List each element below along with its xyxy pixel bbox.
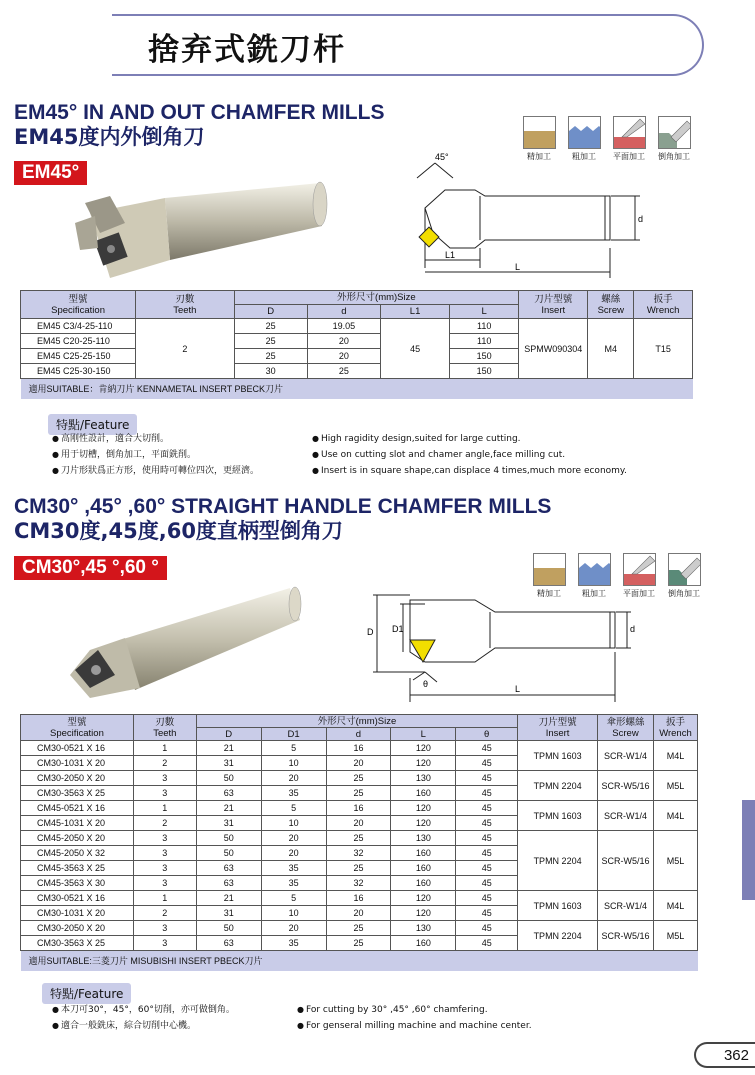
cell-teeth: 2 — [133, 756, 196, 771]
cell-model: CM45-0521 X 16 — [21, 801, 134, 816]
section1-features-en — [312, 431, 627, 479]
diagram-angle-label: 45° — [435, 152, 449, 162]
finishing-icon — [533, 553, 566, 586]
cell-theta: 45 — [456, 906, 518, 921]
wrench-cell: T15 — [634, 319, 693, 379]
roughing-icon — [578, 553, 611, 586]
cm-spec-table: 型號 Specification 刃數 Teeth 外形尺寸(mm)Size 刀片型號 Insert 傘形螺絲 Screw 扳手 Wrench D D1 d L θ CM30-0521 X 16 1 21 5 16 120 45 TPMN 1603 SCR-W1/4 M4L CM30-1031 X 20 2 31 10 20 120 45 CM30-2050 X 20 3 50 20 25 130 45 TPMN 2204 SCR-W5/16 M5L CM30-3563 X 25 3 63 35 25 160 45 CM45-0521 X 16 1 21 5 16 120 45 TPMN 1603 SCR-W1/4 M4L CM45-1031 X 20 2 31 10 20 120 45 CM45-2050 X 20 3 50 20 25 130 45 TPMN 2204 SCR-W5/16 M5L CM45-2050 X 32 3 50 20 32 160 45 CM45-3563 X 25 3 63 35 25 160 45 CM45-3563 X 30 3 63 35 32 160 45 CM30-0521 X 16 1 21 5 16 120 45 TPMN 1603 SCR-W1/4 M4L CM30-1031 X 20 2 31 10 20 120 45 CM30-2050 X 20 3 50 20 25 130 45 TPMN 2204 SCR-W5/16 M5L CM30-3563 X 25 3 63 35 25 160 45 適用SUITABLE:三菱刀片 MISUBISHI INSERT PBECK刀片 — [20, 714, 698, 971]
feature-item: ● High ragidity design,suited for large cutting. — [312, 431, 627, 447]
cell-model: CM30-3563 X 25 — [21, 936, 134, 951]
cell-insert: TPMN 2204 — [518, 921, 598, 951]
section1-badge: EM45° — [14, 161, 87, 185]
section2-title-en: CM30° ,45° ,60° STRAIGHT HANDLE CHAMFER MILLS — [14, 495, 552, 518]
cell-teeth: 3 — [133, 876, 196, 891]
cell-teeth: 3 — [133, 831, 196, 846]
cell-D: 63 — [196, 936, 261, 951]
chamfer-icon — [668, 553, 701, 586]
section1-title-en: EM45° IN AND OUT CHAMFER MILLS — [14, 101, 385, 124]
cell-d: 32 — [326, 876, 391, 891]
cell-d: 20 — [326, 906, 391, 921]
cell-screw: SCR-W1/4 — [598, 891, 654, 921]
cell-theta: 45 — [456, 891, 518, 906]
cell-L: 120 — [391, 816, 456, 831]
col-size: 外形尺寸(mm)Size — [234, 291, 519, 305]
cell-D1: 10 — [261, 816, 326, 831]
table-row — [21, 921, 698, 936]
col-L: L — [450, 305, 519, 319]
chamfer-icon-box — [666, 553, 702, 599]
cell-insert: TPMN 1603 — [518, 891, 598, 921]
cell-D1: 35 — [261, 876, 326, 891]
cell-L: 160 — [391, 786, 456, 801]
cell-D: 50 — [196, 771, 261, 786]
feature-item: ● 刀片形狀爲正方形，使用時可轉位四次，更經濟。 — [52, 463, 259, 479]
diagram-L-label: L — [515, 684, 521, 694]
feature-item: ● For genseral milling machine and machine center. — [297, 1018, 532, 1034]
diagram-d-label: d — [638, 214, 644, 224]
cell-teeth: 3 — [133, 771, 196, 786]
col-teeth: 刃數 Teeth — [136, 291, 234, 319]
cm-drawing — [365, 590, 650, 705]
cell-wrench: M4L — [653, 891, 697, 921]
cell-theta: 45 — [456, 816, 518, 831]
cell-D: 63 — [196, 861, 261, 876]
cell-teeth: 3 — [133, 786, 196, 801]
cell-theta: 45 — [456, 756, 518, 771]
insert-cell: SPMW090304 — [519, 319, 588, 379]
l1-cell: 45 — [381, 319, 450, 379]
cell-L: 120 — [391, 891, 456, 906]
cell-D1: 5 — [261, 801, 326, 816]
cell-wrench: M5L — [653, 921, 697, 951]
cell-D1: 35 — [261, 861, 326, 876]
side-tab — [742, 800, 755, 900]
cell-wrench: M4L — [653, 801, 697, 831]
cell-D: 50 — [196, 846, 261, 861]
cell-teeth: 3 — [133, 921, 196, 936]
section2-title-cn: CM30度,45度,60度直柄型倒角刀 — [14, 519, 343, 543]
cm-tool-photo — [60, 580, 310, 705]
cell-d: 25 — [326, 921, 391, 936]
diagram-theta-label: θ — [423, 679, 429, 689]
cell-screw: SCR-W5/16 — [598, 831, 654, 891]
suitable-note: 適用SUITABLE：肯納刀片 KENNAMETAL INSERT PBECK刀片 — [21, 379, 693, 399]
cell-L: 130 — [391, 831, 456, 846]
cell-D1: 20 — [261, 771, 326, 786]
col-screw: 螺絲 Screw — [588, 291, 634, 319]
cell-D: 21 — [196, 741, 261, 756]
cell-teeth: 1 — [133, 741, 196, 756]
section1-title — [14, 100, 384, 150]
cell-theta: 45 — [456, 846, 518, 861]
cell-theta: 45 — [456, 876, 518, 891]
cell-teeth: 3 — [133, 846, 196, 861]
cell-model: CM30-2050 X 20 — [21, 771, 134, 786]
col-D: D — [234, 305, 307, 319]
roughing-icon — [568, 116, 601, 149]
diagram-l-label: L — [515, 262, 521, 272]
cell-model: CM30-1031 X 20 — [21, 906, 134, 921]
cell-model: CM30-1031 X 20 — [21, 756, 134, 771]
cell-L: 120 — [391, 906, 456, 921]
cell-D: 50 — [196, 921, 261, 936]
suitable-note: 適用SUITABLE:三菱刀片 MISUBISHI INSERT PBECK刀片 — [21, 951, 698, 971]
diagram-D1-label: D1 — [392, 624, 404, 634]
cell-d: 32 — [326, 846, 391, 861]
diagram-d-label: d — [630, 624, 636, 634]
cell-insert: TPMN 2204 — [518, 831, 598, 891]
cell-theta: 45 — [456, 861, 518, 876]
page-title: 捨弃式銑刀杆 — [148, 32, 346, 68]
cell-L: 160 — [391, 846, 456, 861]
cell-theta: 45 — [456, 786, 518, 801]
feature-item: ● Use on cutting slot and chamer angle,face milling cut. — [312, 447, 627, 463]
diagram-l1-label: L1 — [445, 250, 456, 260]
cell-d: 25 — [326, 861, 391, 876]
feature-item: ● 適合一般銑床，綜合切削中心機。 — [52, 1018, 235, 1034]
cell-screw: SCR-W1/4 — [598, 741, 654, 771]
section1-feature-label: 特點/Feature — [48, 414, 137, 435]
cell-L: 130 — [391, 921, 456, 936]
chamfer-icon — [658, 116, 691, 149]
icon-caption: 平面加工 — [613, 152, 645, 161]
feature-item: ● 高刚性設計，適合大切削。 — [52, 431, 259, 447]
cell-D: 31 — [196, 906, 261, 921]
feature-item: ● For cutting by 30° ,45° ,60° chamfering. — [297, 1002, 532, 1018]
cell-model: CM45-3563 X 25 — [21, 861, 134, 876]
table-row — [21, 801, 698, 816]
cell-theta: 45 — [456, 921, 518, 936]
cell-model: CM45-2050 X 20 — [21, 831, 134, 846]
cell-D: 21 — [196, 801, 261, 816]
cell-D1: 35 — [261, 786, 326, 801]
table-row: EM45 C20-25-110 25 20 110 — [21, 334, 693, 349]
cell-screw: SCR-W1/4 — [598, 801, 654, 831]
cell-teeth: 2 — [133, 816, 196, 831]
cell-screw: SCR-W5/16 — [598, 771, 654, 801]
icon-caption: 倒角加工 — [658, 152, 690, 161]
cell-d: 16 — [326, 801, 391, 816]
cell-L: 130 — [391, 771, 456, 786]
cell-wrench: M4L — [653, 741, 697, 771]
section2-feature-label: 特點/Feature — [42, 983, 131, 1004]
diagram-D-label: D — [367, 627, 374, 637]
icon-caption: 粗加工 — [572, 152, 596, 161]
cell-D1: 35 — [261, 936, 326, 951]
cell-D: 63 — [196, 786, 261, 801]
col-wrench: 扳手 Wrench — [634, 291, 693, 319]
cell-model: CM45-1031 X 20 — [21, 816, 134, 831]
cell-theta: 45 — [456, 801, 518, 816]
screw-cell: M4 — [588, 319, 634, 379]
cell-wrench: M5L — [653, 831, 697, 891]
cell-D1: 10 — [261, 906, 326, 921]
cell-insert: TPMN 1603 — [518, 741, 598, 771]
section2-features-cn — [52, 1002, 235, 1034]
table-row: EM45 C3/4-25-110 2 25 19.05 45 110 SPMW090304 M4 T15 — [21, 319, 693, 334]
table-row: EM45 C25-30-150 30 25 150 — [21, 364, 693, 379]
page-number: 362 — [694, 1042, 755, 1068]
cm-table-body — [21, 741, 698, 951]
section2-title — [14, 494, 551, 544]
cell-L: 160 — [391, 861, 456, 876]
cell-d: 25 — [326, 831, 391, 846]
cell-teeth: 3 — [133, 936, 196, 951]
cell-L: 160 — [391, 936, 456, 951]
cell-theta: 45 — [456, 936, 518, 951]
cell-D: 63 — [196, 876, 261, 891]
cell-D: 31 — [196, 816, 261, 831]
cell-theta: 45 — [456, 771, 518, 786]
cell-model: CM30-2050 X 20 — [21, 921, 134, 936]
cell-L: 120 — [391, 741, 456, 756]
cell-D1: 5 — [261, 891, 326, 906]
cell-L: 120 — [391, 801, 456, 816]
col-d: d — [307, 305, 380, 319]
table-row — [21, 771, 698, 786]
teeth-cell: 2 — [136, 319, 234, 379]
col-spec: 型號 Specification — [21, 291, 136, 319]
icon-caption: 倒角加工 — [668, 589, 700, 598]
cell-L: 120 — [391, 756, 456, 771]
cell-model: CM45-3563 X 30 — [21, 876, 134, 891]
facing-icon — [613, 116, 646, 149]
section2-features-en — [297, 1002, 532, 1034]
feature-item: ● 本刀可30°，45°，60°切削，亦可做倒角。 — [52, 1002, 235, 1018]
col-insert: 刀片型號 Insert — [519, 291, 588, 319]
feature-item: ● 用于切槽，倒角加工，平面銑削。 — [52, 447, 259, 463]
table-row: EM45 C25-25-150 25 20 150 — [21, 349, 693, 364]
cell-L: 160 — [391, 876, 456, 891]
cell-d: 25 — [326, 936, 391, 951]
table-row — [21, 891, 698, 906]
chamfer-icon-box — [656, 116, 692, 162]
cell-teeth: 1 — [133, 801, 196, 816]
cell-D1: 5 — [261, 741, 326, 756]
section2-badge: CM30°,45 °,60 ° — [14, 556, 167, 580]
col-L1: L1 — [381, 305, 450, 319]
cell-d: 25 — [326, 771, 391, 786]
em45-drawing — [405, 148, 655, 278]
finishing-icon — [523, 116, 556, 149]
cell-D1: 20 — [261, 831, 326, 846]
cell-theta: 45 — [456, 831, 518, 846]
em45-tool-photo — [70, 178, 335, 288]
feature-item: ● Insert is in square shape,can displace 4 times,much more economy. — [312, 463, 627, 479]
section1-title-cn: EM45度内外倒角刀 — [14, 125, 205, 149]
table-row — [21, 831, 698, 846]
cell-D1: 10 — [261, 756, 326, 771]
cell-D1: 20 — [261, 921, 326, 936]
icon-caption: 精加工 — [537, 589, 561, 598]
cell-d: 20 — [326, 756, 391, 771]
table-row — [21, 741, 698, 756]
icon-caption: 粗加工 — [582, 589, 606, 598]
cell-screw: SCR-W5/16 — [598, 921, 654, 951]
section1-features-cn — [52, 431, 259, 479]
cell-insert: TPMN 2204 — [518, 771, 598, 801]
cell-insert: TPMN 1603 — [518, 801, 598, 831]
facing-icon — [623, 553, 656, 586]
cell-D1: 20 — [261, 846, 326, 861]
icon-caption: 平面加工 — [623, 589, 655, 598]
cell-teeth: 3 — [133, 861, 196, 876]
cell-teeth: 1 — [133, 891, 196, 906]
cell-d: 25 — [326, 786, 391, 801]
cell-model: CM45-2050 X 32 — [21, 846, 134, 861]
cell-model: CM30-0521 X 16 — [21, 891, 134, 906]
cell-d: 16 — [326, 741, 391, 756]
cell-model: CM30-0521 X 16 — [21, 741, 134, 756]
icon-caption: 精加工 — [527, 152, 551, 161]
cell-D: 21 — [196, 891, 261, 906]
cell-d: 16 — [326, 891, 391, 906]
cell-D: 50 — [196, 831, 261, 846]
cell-model: CM30-3563 X 25 — [21, 786, 134, 801]
em45-spec-table — [20, 290, 693, 399]
cell-theta: 45 — [456, 741, 518, 756]
cell-teeth: 2 — [133, 906, 196, 921]
cell-D: 31 — [196, 756, 261, 771]
cell-d: 20 — [326, 816, 391, 831]
cell-wrench: M5L — [653, 771, 697, 801]
